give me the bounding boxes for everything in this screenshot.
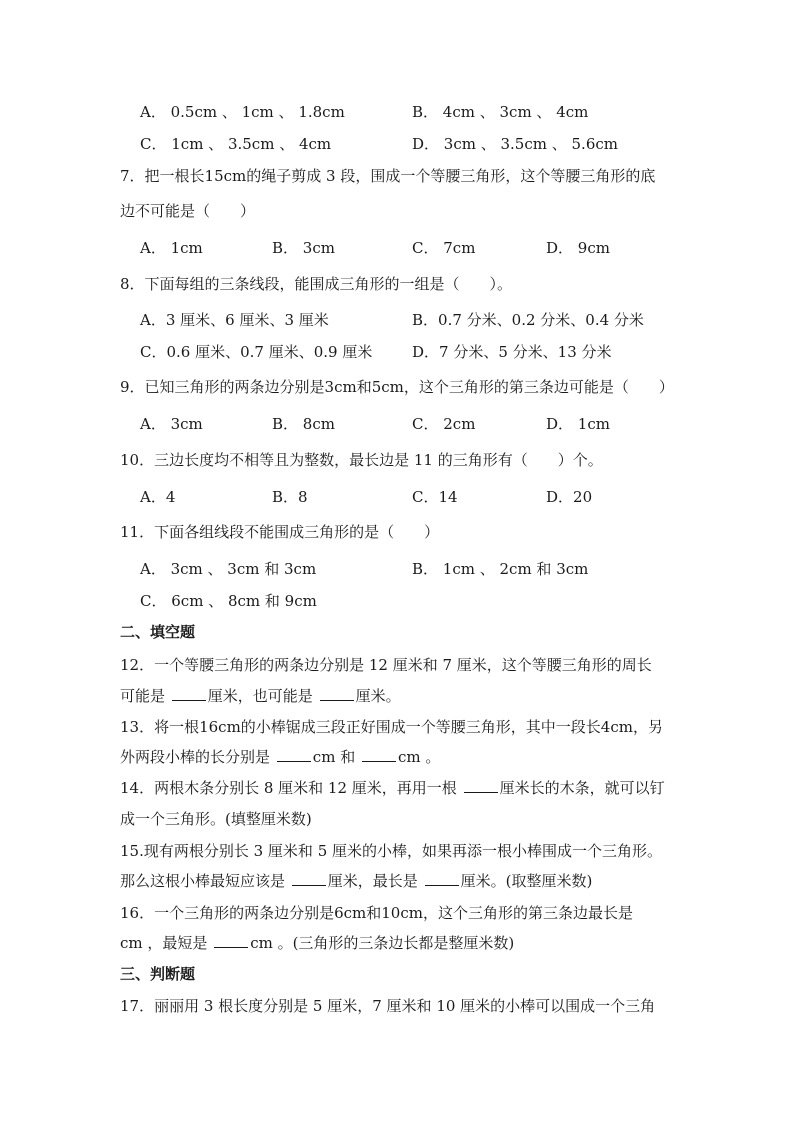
q16-blank-1[interactable] <box>214 932 248 948</box>
q15-blank-2[interactable] <box>425 870 459 886</box>
q9-option-c: C． 2cm <box>412 415 476 433</box>
q13-blank-2[interactable] <box>362 746 396 762</box>
q15-text-b: 厘米，最长是 <box>327 872 418 890</box>
q7-stem-line1: 7．把一根长15cm的绳子剪成 3 段，围成一个等腰三角形，这个等腰三角形的底 <box>120 167 656 185</box>
q16-stem-line1: 16．一个三角形的两条边分别是6cm和10cm，这个三角形的第三条边最长是 <box>120 904 633 922</box>
q10-option-a: A．4 <box>140 488 176 506</box>
q10-option-b: B．8 <box>272 488 308 506</box>
q6-option-b: B． 4cm 、 3cm 、 4cm <box>412 103 589 121</box>
q9-option-d: D． 1cm <box>546 415 610 433</box>
q16-stem-line2 <box>120 932 514 954</box>
q7-stem-line2: 边不可能是（ ） <box>120 202 256 220</box>
q12-stem-line2 <box>120 685 401 707</box>
q14-text-a: 14．两根木条分别长 8 厘米和 12 厘米，再用一根 <box>120 779 457 797</box>
q6-option-c: C． 1cm 、 3.5cm 、 4cm <box>140 135 332 153</box>
q14-stem-line1 <box>120 777 665 799</box>
section-heading-fill-blank: 二、填空题 <box>120 623 196 641</box>
q12-stem-line1: 12．一个等腰三角形的两条边分别是 12 厘米和 7 厘米，这个等腰三角形的周长 <box>120 656 652 674</box>
q9-option-b: B． 8cm <box>272 415 335 433</box>
q12-text-b: 厘米，也可能是 <box>207 687 313 705</box>
q7-option-c: C． 7cm <box>412 239 476 257</box>
q8-option-d: D．7 分米、5 分米、13 分米 <box>412 343 612 361</box>
q10-stem: 10．三边长度均不相等且为整数，最长边是 11 的三角形有（ ）个。 <box>120 451 603 469</box>
q13-stem-line1: 13．将一根16cm的小棒锯成三段正好围成一个等腰三角形，其中一段长4cm，另 <box>120 718 663 736</box>
q11-option-b: B． 1cm 、 2cm 和 3cm <box>412 560 589 578</box>
q13-stem-line2 <box>120 746 440 768</box>
q7-option-a: A． 1cm <box>140 239 203 257</box>
q9-option-a: A． 3cm <box>140 415 203 433</box>
q14-blank-1[interactable] <box>464 777 498 793</box>
q11-option-a: A． 3cm 、 3cm 和 3cm <box>140 560 317 578</box>
q7-option-b: B． 3cm <box>272 239 335 257</box>
q11-option-c: C． 6cm 、 8cm 和 9cm <box>140 592 317 610</box>
q13-text-a: 外两段小棒的长分别是 <box>120 748 271 766</box>
q16-text-a: cm ，最短是 <box>120 934 208 952</box>
q15-text-a: 那么这根小棒最短应该是 <box>120 872 286 890</box>
q10-option-d: D．20 <box>546 488 593 506</box>
q12-text-c: 厘米。 <box>355 687 401 705</box>
q14-stem-line2: 成一个三角形。(填整厘米数) <box>120 810 312 828</box>
q15-blank-1[interactable] <box>292 870 326 886</box>
q8-option-b: B．0.7 分米、0.2 分米、0.4 分米 <box>412 311 644 329</box>
q6-option-a: A． 0.5cm 、 1cm 、 1.8cm <box>140 103 345 121</box>
q8-option-c: C．0.6 厘米、0.7 厘米、0.9 厘米 <box>140 343 373 361</box>
q11-stem: 11．下面各组线段不能围成三角形的是（ ） <box>120 523 440 541</box>
q12-blank-2[interactable] <box>320 685 354 701</box>
section-heading-true-false: 三、判断题 <box>120 965 196 983</box>
q9-stem: 9．已知三角形的两条边分别是3cm和5cm，这个三角形的第三条边可能是（ ） <box>120 378 674 396</box>
q13-text-c: cm 。 <box>397 748 441 766</box>
q6-option-d: D． 3cm 、 3.5cm 、 5.6cm <box>412 135 618 153</box>
q7-option-d: D． 9cm <box>546 239 610 257</box>
q12-text-a: 可能是 <box>120 687 166 705</box>
q17-stem-line1: 17．丽丽用 3 根长度分别是 5 厘米，7 厘米和 10 厘米的小棒可以围成一个三角 <box>120 997 656 1015</box>
q15-text-c: 厘米。(取整厘米数) <box>460 872 593 890</box>
q8-option-a: A．3 厘米、6 厘米、3 厘米 <box>140 311 329 329</box>
q8-stem: 8．下面每组的三条线段，能围成三角形的一组是（ ）。 <box>120 275 513 293</box>
q13-blank-1[interactable] <box>277 746 311 762</box>
q10-option-c: C．14 <box>412 488 458 506</box>
q13-text-b: cm 和 <box>312 748 356 766</box>
q14-text-b: 厘米长的木条，就可以钉 <box>499 779 665 797</box>
q16-text-b: cm 。(三角形的三条边长都是整厘米数) <box>250 934 515 952</box>
q12-blank-1[interactable] <box>172 685 206 701</box>
q15-stem-line2 <box>120 870 592 892</box>
q15-stem-line1: 15.现有两根分别长 3 厘米和 5 厘米的小棒，如果再添一根小棒围成一个三角形。 <box>120 842 663 860</box>
